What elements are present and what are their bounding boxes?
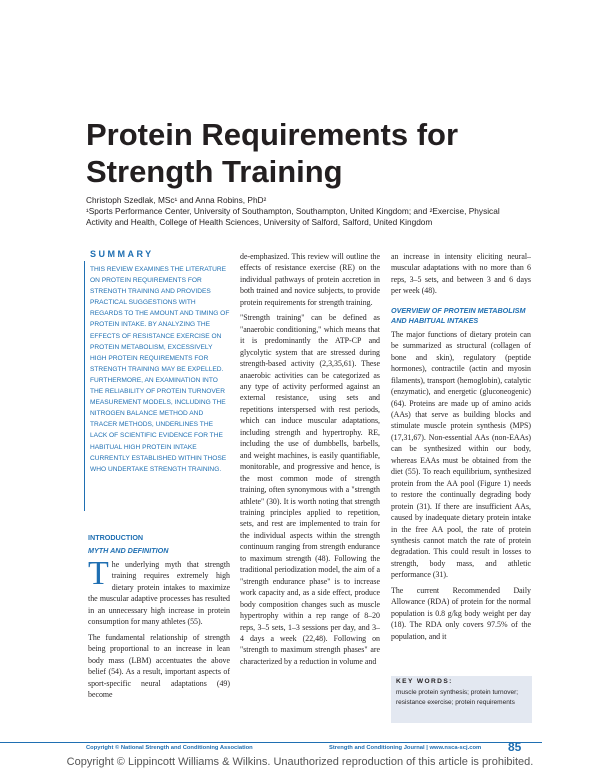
footer-copyright-nsca: Copyright © National Strength and Conditioning Association — [86, 745, 253, 751]
middle-column — [240, 251, 380, 667]
footer-journal: Strength and Conditioning Journal | www.nsca-scj.com — [329, 745, 482, 751]
keywords-text: muscle protein synthesis; protein turnover; resistance exercise; protein requirements — [396, 689, 519, 707]
intro-column — [88, 533, 230, 700]
page-number: 85 — [508, 740, 522, 754]
drop-cap: T — [88, 555, 109, 592]
right-column — [391, 251, 531, 642]
intro-paragraph-1 — [88, 555, 230, 628]
right-paragraph-1: an increase in intensity eliciting neural–muscular adaptations with no more than 6 reps, 3–5 sets, and between 3 and 6 days per week (48). — [391, 252, 531, 296]
article-title: Protein Requirements for Strength Training — [86, 117, 459, 189]
footer-rule — [0, 742, 542, 743]
middle-paragraph-2: "Strength training" can be defined as "anaerobic conditioning," which means that it is predominantly the ATP-CP and glycolytic system that are stressed during strength-based activity (2,3,35,61). These anaerobic activities can be categorized as any type of activity performed against an external resistance, using sets and repetitions interspersed with rest periods, which can induce muscular adaptations, including strength and hypertrophy. RE, including the use of dumbbells, barbells, and weight machines, is easily quantifiable, monitorable, and progressive and hence, is the most common mode of strength training, often synonymous with a "strength athlete" (30). It is worth noting that strength training principles applied to repetition, sets, and rest are implemented to train for the individual aspects within the strength continuum ranging from strength endurance to maximum strength (48). Following the traditional periodization model, the aim of a "strength endurance phase" is to increase work capacity and, as a side effect, produce body composition changes such as muscle hypertrophy within a rep range of 8–20 reps, 3–5 sets, 1–3 sessions per day, and 3–4 days a week (22,48). Following on "strength to maximum strength phases" are characterized by a reduction in volume and — [240, 313, 380, 666]
right-paragraph-3: The current Recommended Daily Allowance (RDA) of protein for the normal population is 0.8 g/kg body weight per day (18). The RDA only covers 97.5% of the population, and it — [391, 585, 531, 641]
summary-heading: SUMMARY — [90, 249, 154, 259]
copyright-notice: Copyright © Lippincott Williams & Wilkins. Unauthorized reproduction of this article is prohibited. — [66, 756, 534, 768]
intro-paragraph-1-text: he underlying myth that strength training requires extremely high dietary protein intakes to maximize the muscular adaptive processes has resulted in an unnecessary high increase in protein consumption for many athletes (55). — [88, 560, 230, 627]
summary-text: THIS REVIEW EXAMINES THE LITERATURE ON PROTEIN REQUIREMENTS FOR STRENGTH TRAINING AND PROVIDES PRACTICAL SUGGESTIONS WITH REGARDS TO THE AMOUNT AND TIMING OF PROTEIN INTAKE. BY ANALYZING THE EFFECTS OF RESISTANCE EXERCISE ON PROTEIN METABOLISM, EXCESSIVELY HIGH PROTEIN REQUIREMENTS FOR STRENGTH TRAINING MAY BE EXPELLED. FURTHERMORE, AN EXAMINATION INTO THE RELIABILITY OF PROTEIN TURNOVER MEASUREMENT MODELS, INCLUDING THE NITROGEN BALANCE METHOD AND TRACER METHODS, UNDERLINES THE LACK OF SCIENTIFIC EVIDENCE FOR THE HABITUAL HIGH PROTEIN INTAKE CURRENTLY ESTABLISHED WITHIN THOSE WHO UNDERTAKE STRENGTH TRAINING. — [90, 266, 230, 473]
intro-paragraph-2: The fundamental relationship of strength being proportional to an increase in lean body mass (LBM) accentuates the above belief (54). As a result, important aspects of sport-specific neural adaptations (49) become — [88, 632, 230, 699]
overview-heading: OVERVIEW OF PROTEIN METABOLISM AND HABITUAL INTAKES — [391, 305, 526, 325]
middle-paragraph-1: de-emphasized. This review will outline the effects of resistance exercise (RE) on the individual pathways of protein accretion in both trained and novice subjects, to provide protein requirements for strength training. — [240, 252, 380, 307]
right-paragraph-2: The major functions of dietary protein can be summarized as structural (collagen of bone and skin), regulatory (peptide hormones), contractile (actin and myosin filaments), transport (hemoglobin), catalytic (enzymatic), and energetic (gluconeogenic) (64). Proteins are made up of amino acids (AAs) that serve as building blocks and stimulate muscle protein synthesis (MPS) (17,31,67). Non-essential AAs (non-EAAs) can be synthesized within our body, whereas EAAs must be obtained from the diet (55). To reach equilibrium, synthesized protein from the AA pool (Figure 1) needs to restore the continually degrading body protein (31). If there are insufficient AAs, caused by inadequate dietary protein intake in the free AA pool, the rate of protein synthesis cannot match the rate of protein degradation. This could result in losses to strength, body mass, and athletic performance (31). — [391, 329, 531, 580]
intro-heading: INTRODUCTION — [88, 533, 144, 542]
author-line: Christoph Szedlak, MSc¹ and Anna Robins, PhD² — [86, 195, 267, 205]
intro-subheading: MYTH AND DEFINITION — [88, 546, 169, 555]
affiliations: ¹Sports Performance Center, University of Southampton, Southampton, United Kingdom; and ²Exercise, Physical Activity and Health, College of Health Sciences, University of Salford, Salford, United Kingdom — [86, 206, 500, 227]
keywords-heading: KEY WORDS: — [396, 678, 453, 685]
